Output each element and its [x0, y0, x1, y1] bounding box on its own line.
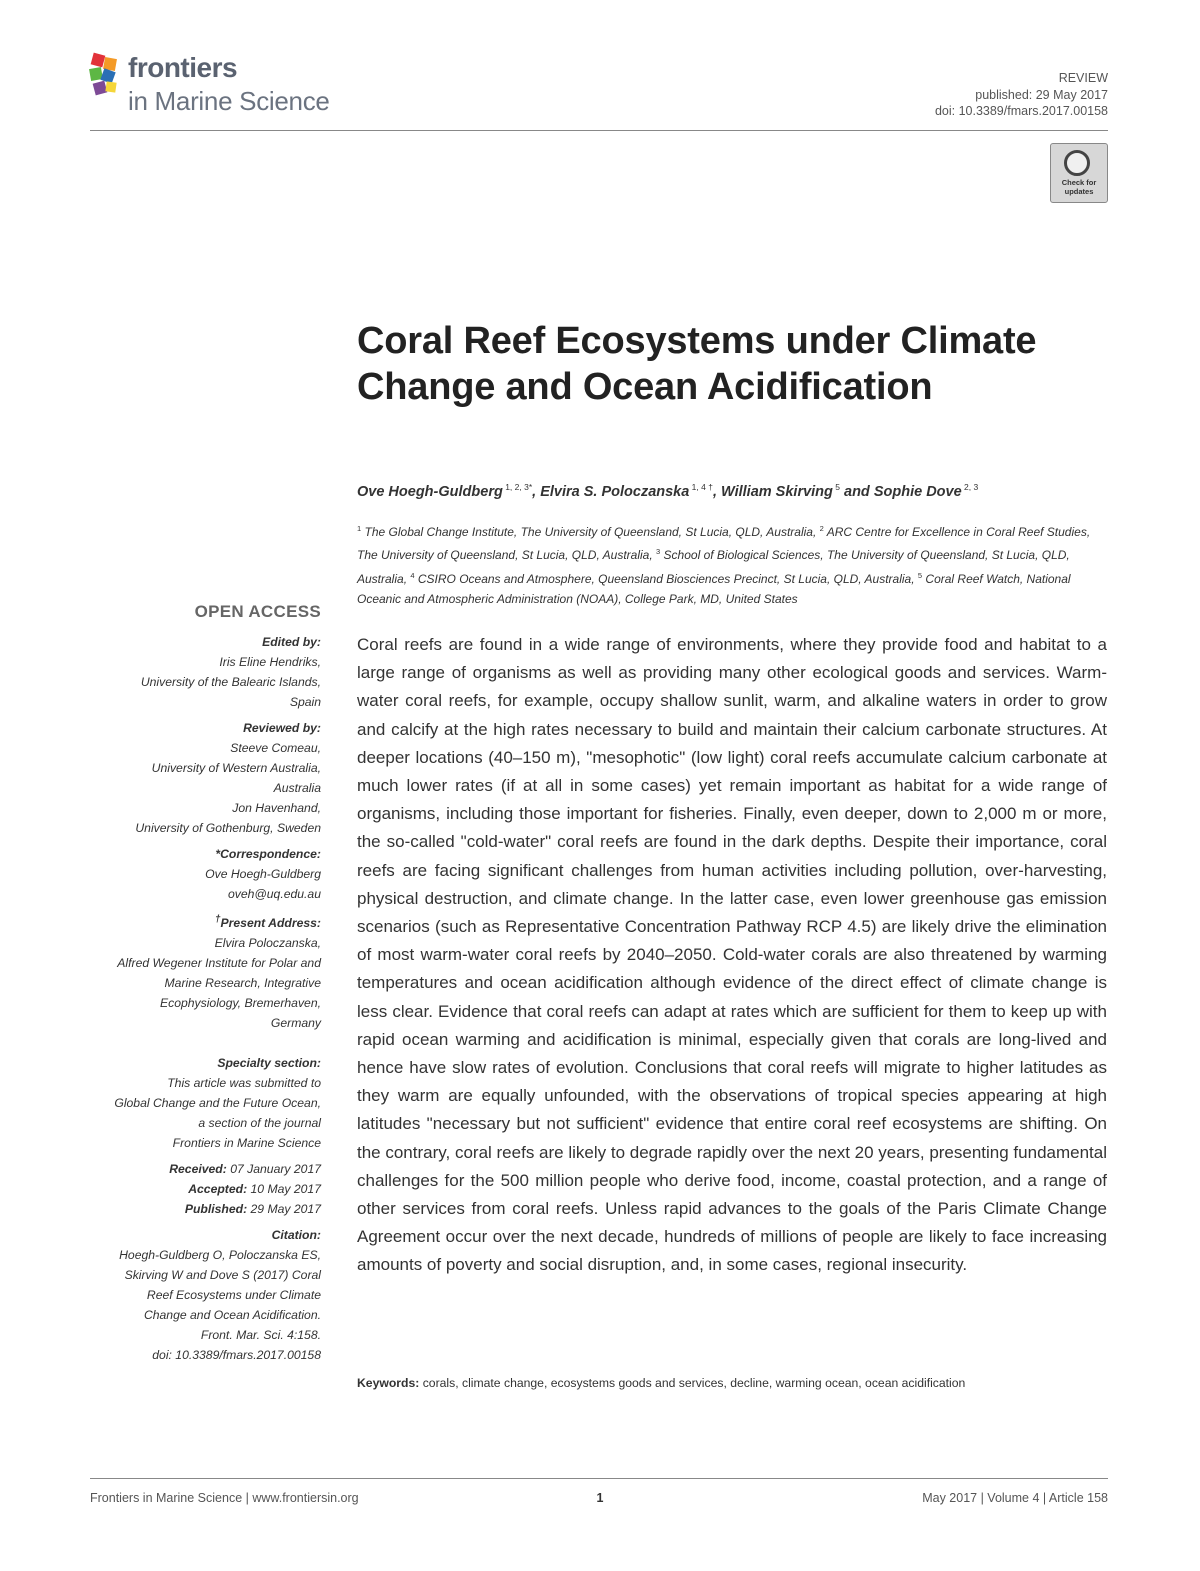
received-date: [60, 1159, 321, 1179]
accepted-date: [60, 1179, 321, 1199]
abstract-text: Coral reefs are found in a wide range of environments, where they provide food and habitat to a large range of organisms as well as providing many other ecological goods and services. Warm-water coral reefs, for example, occupy shallow sunlit, warm, and alkaline waters in order to grow and calcify at the high rates necessary to build and maintain their calcium carbonate structures. At deeper locations (40–150 m), "mesophotic" (low light) coral reefs accumulate calcium carbonate at much lower rates (if at all in some cases) yet remain important as habitat for a wide range of organisms, including those important for fisheries. Finally, even deeper, down to 2,000 m or more, the so-called "cold-water" coral reefs are found in the dark depths. Despite their importance, coral reefs are facing significant challenges from human activities including pollution, over-harvesting, physical destruction, and climate change. In the latter case, even lower greenhouse gas emission scenarios (such as Representative Concentration Pathway RCP 4.5) are likely drive the elimination of most warm-water coral reefs by 2040–2050. Cold-water corals are also threatened by warming temperatures and ocean acidification although evidence of the direct effect of climate change is less clear. Evidence that coral reefs can adapt at rates which are sufficient for them to keep up with rapid ocean warming and acidification is minimal, especially given that corals are long-lived and hence have slow rates of evolution. Conclusions that coral reefs will migrate to higher latitudes as they warm are equally unfounded, with the observations of tropical species appearing at high latitudes "necessary but not sufficient" evidence that entire coral reef ecosystems are shifting. On the contrary, coral reefs are likely to degrade rapidly over the next 20 years, presenting fundamental challenges for the 500 million people who derive food, income, coastal protection, and a range of other services from coral reefs. Unless rapid advances to the goals of the Paris Climate Change Agreement occur over the next decade, hundreds of millions of people are likely to face increasing amounts of poverty and social disruption, and, in some cases, regional insecurity.: [357, 635, 1107, 1275]
page-number: 1: [596, 1491, 604, 1505]
reviewed-by-line: University of Western Australia,: [151, 761, 321, 775]
article-sidebar: [60, 602, 321, 1371]
sidebar-spacer: [60, 1039, 321, 1053]
accepted-label: Accepted:: [188, 1182, 248, 1197]
correspondence-block: [60, 844, 321, 904]
footer-journal-link[interactable]: Frontiers in Marine Science | www.frontiersin.org: [90, 1491, 359, 1505]
edited-by-line: Iris Eline Hendriks,: [219, 655, 321, 669]
journal-logo: [88, 50, 358, 120]
author-affiliation-marks: 1, 4 †: [689, 482, 713, 492]
edited-by-block: [60, 632, 321, 712]
present-address-line: Ecophysiology, Bremerhaven,: [159, 996, 321, 1011]
specialty-line: This article was submitted to: [167, 1076, 321, 1091]
dagger-mark: †: [214, 914, 221, 925]
specialty-line: a section of the journal: [198, 1116, 321, 1131]
reviewed-by-line: Australia: [273, 781, 321, 795]
edited-by-heading: Edited by:: [262, 635, 321, 649]
citation-heading: Citation:: [271, 1228, 321, 1243]
present-address-label: Present Address:: [220, 916, 321, 931]
correspondence-heading: *Correspondence:: [215, 847, 321, 861]
author-affiliation-marks: 5: [832, 482, 840, 492]
footer-divider: [90, 1478, 1108, 1479]
published-label: Published:: [184, 1202, 248, 1217]
citation-line: Front. Mar. Sci. 4:158.: [200, 1328, 321, 1343]
author-affiliation-marks: 1, 2, 3*: [502, 482, 533, 492]
present-address-heading: [60, 910, 321, 933]
author-name[interactable]: Ove Hoegh-Guldberg: [357, 483, 503, 500]
logo-wordmark: frontiers: [128, 52, 238, 83]
article-title: Coral Reef Ecosystems under Climate Change and Ocean Acidification: [357, 320, 1037, 408]
received-value: 07 January 2017: [226, 1162, 321, 1177]
author-name[interactable]: Elvira S. Poloczanska: [540, 483, 690, 500]
reviewed-by-line: Steeve Comeau,: [230, 741, 321, 755]
affiliation-number: 1: [357, 524, 362, 533]
citation-line: Change and Ocean Acidification.: [143, 1308, 321, 1323]
correspondence-name: Ove Hoegh-Guldberg: [205, 867, 321, 881]
author-separator: ,: [532, 483, 541, 500]
author-list: [357, 482, 1117, 500]
received-label: Received:: [169, 1162, 227, 1177]
reviewed-by-heading: Reviewed by:: [243, 721, 321, 735]
open-access-label: OPEN ACCESS: [194, 602, 321, 621]
specialty-block: [60, 1053, 321, 1153]
author-name[interactable]: William Skirving: [721, 483, 833, 500]
affiliations: [357, 519, 1112, 609]
published-value: 29 May 2017: [247, 1202, 321, 1217]
affiliation-text: ARC Centre for Excellence in Coral Reef Studies, The University of Queensland, St Lucia, QLD, Australia,: [357, 525, 1091, 563]
present-address-line: Alfred Wegener Institute for Polar and: [117, 956, 321, 971]
keywords: [357, 1376, 1117, 1390]
header-divider: [90, 130, 1108, 131]
affiliation-number: 2: [819, 524, 824, 533]
edited-by-line: University of the Balearic Islands,: [140, 675, 321, 689]
check-for-updates-button[interactable]: [1050, 143, 1108, 203]
check-updates-label: Check for updates: [1061, 178, 1097, 196]
affiliation-number: 5: [917, 570, 923, 580]
affiliation-text: School of Biological Sciences, The University of Queensland, St Lucia, QLD, Australia,: [357, 548, 1070, 586]
frontiers-logo-icon: [88, 52, 128, 100]
keywords-label: Keywords:: [357, 1376, 420, 1390]
keywords-list: corals, climate change, ecosystems goods and services, decline, warming ocean, ocean acidification: [419, 1376, 966, 1390]
present-address-block: [60, 910, 321, 1033]
check-updates-icon: [1064, 150, 1090, 176]
author-separator: and: [839, 483, 874, 500]
citation-line: Skirving W and Dove S (2017) Coral: [124, 1268, 321, 1283]
reviewed-by-line: University of Gothenburg, Sweden: [135, 821, 321, 835]
affiliation-number: 4: [410, 570, 415, 580]
affiliation-text: CSIRO Oceans and Atmosphere, Queensland Biosciences Precinct, St Lucia, QLD, Australia,: [414, 571, 918, 586]
citation-line: Hoegh-Guldberg O, Poloczanska ES,: [119, 1248, 321, 1263]
citation-doi[interactable]: doi: 10.3389/fmars.2017.00158: [152, 1348, 321, 1363]
reviewed-by-line: Jon Havenhand,: [232, 801, 321, 815]
edited-by-line: Spain: [289, 695, 321, 709]
citation-line: Reef Ecosystems under Climate: [146, 1288, 321, 1303]
accepted-value: 10 May 2017: [247, 1182, 321, 1197]
reviewed-by-block: [60, 718, 321, 838]
published-date: published: 29 May 2017: [975, 87, 1108, 102]
present-address-line: Elvira Poloczanska,: [214, 936, 321, 951]
article-meta: [935, 70, 1108, 120]
published-date-side: [60, 1199, 321, 1219]
author-name[interactable]: Sophie Dove: [873, 483, 962, 500]
affiliation-number: 3: [656, 547, 661, 557]
present-address-line: Marine Research, Integrative: [164, 976, 321, 991]
dates-block: [60, 1159, 321, 1219]
specialty-heading: Specialty section:: [217, 1056, 321, 1071]
author-separator: ,: [712, 483, 722, 500]
affiliation-text: Coral Reef Watch, National Oceanic and Atmospheric Administration (NOAA), College Park, MD, United States: [357, 571, 1071, 606]
citation-block: [60, 1225, 321, 1365]
affiliation-text: The Global Change Institute, The University of Queensland, St Lucia, QLD, Australia,: [361, 525, 820, 539]
specialty-line: Global Change and the Future Ocean,: [114, 1096, 321, 1111]
author-affiliation-marks: 2, 3: [961, 482, 979, 492]
correspondence-email[interactable]: oveh@uq.edu.au: [227, 887, 321, 901]
specialty-line: Frontiers in Marine Science: [172, 1136, 321, 1151]
present-address-line: Germany: [270, 1016, 321, 1031]
article-type: REVIEW: [1058, 71, 1108, 85]
footer-volume-info: May 2017 | Volume 4 | Article 158: [922, 1491, 1108, 1505]
journal-name: in Marine Science: [128, 86, 330, 116]
article-doi[interactable]: doi: 10.3389/fmars.2017.00158: [934, 104, 1108, 118]
